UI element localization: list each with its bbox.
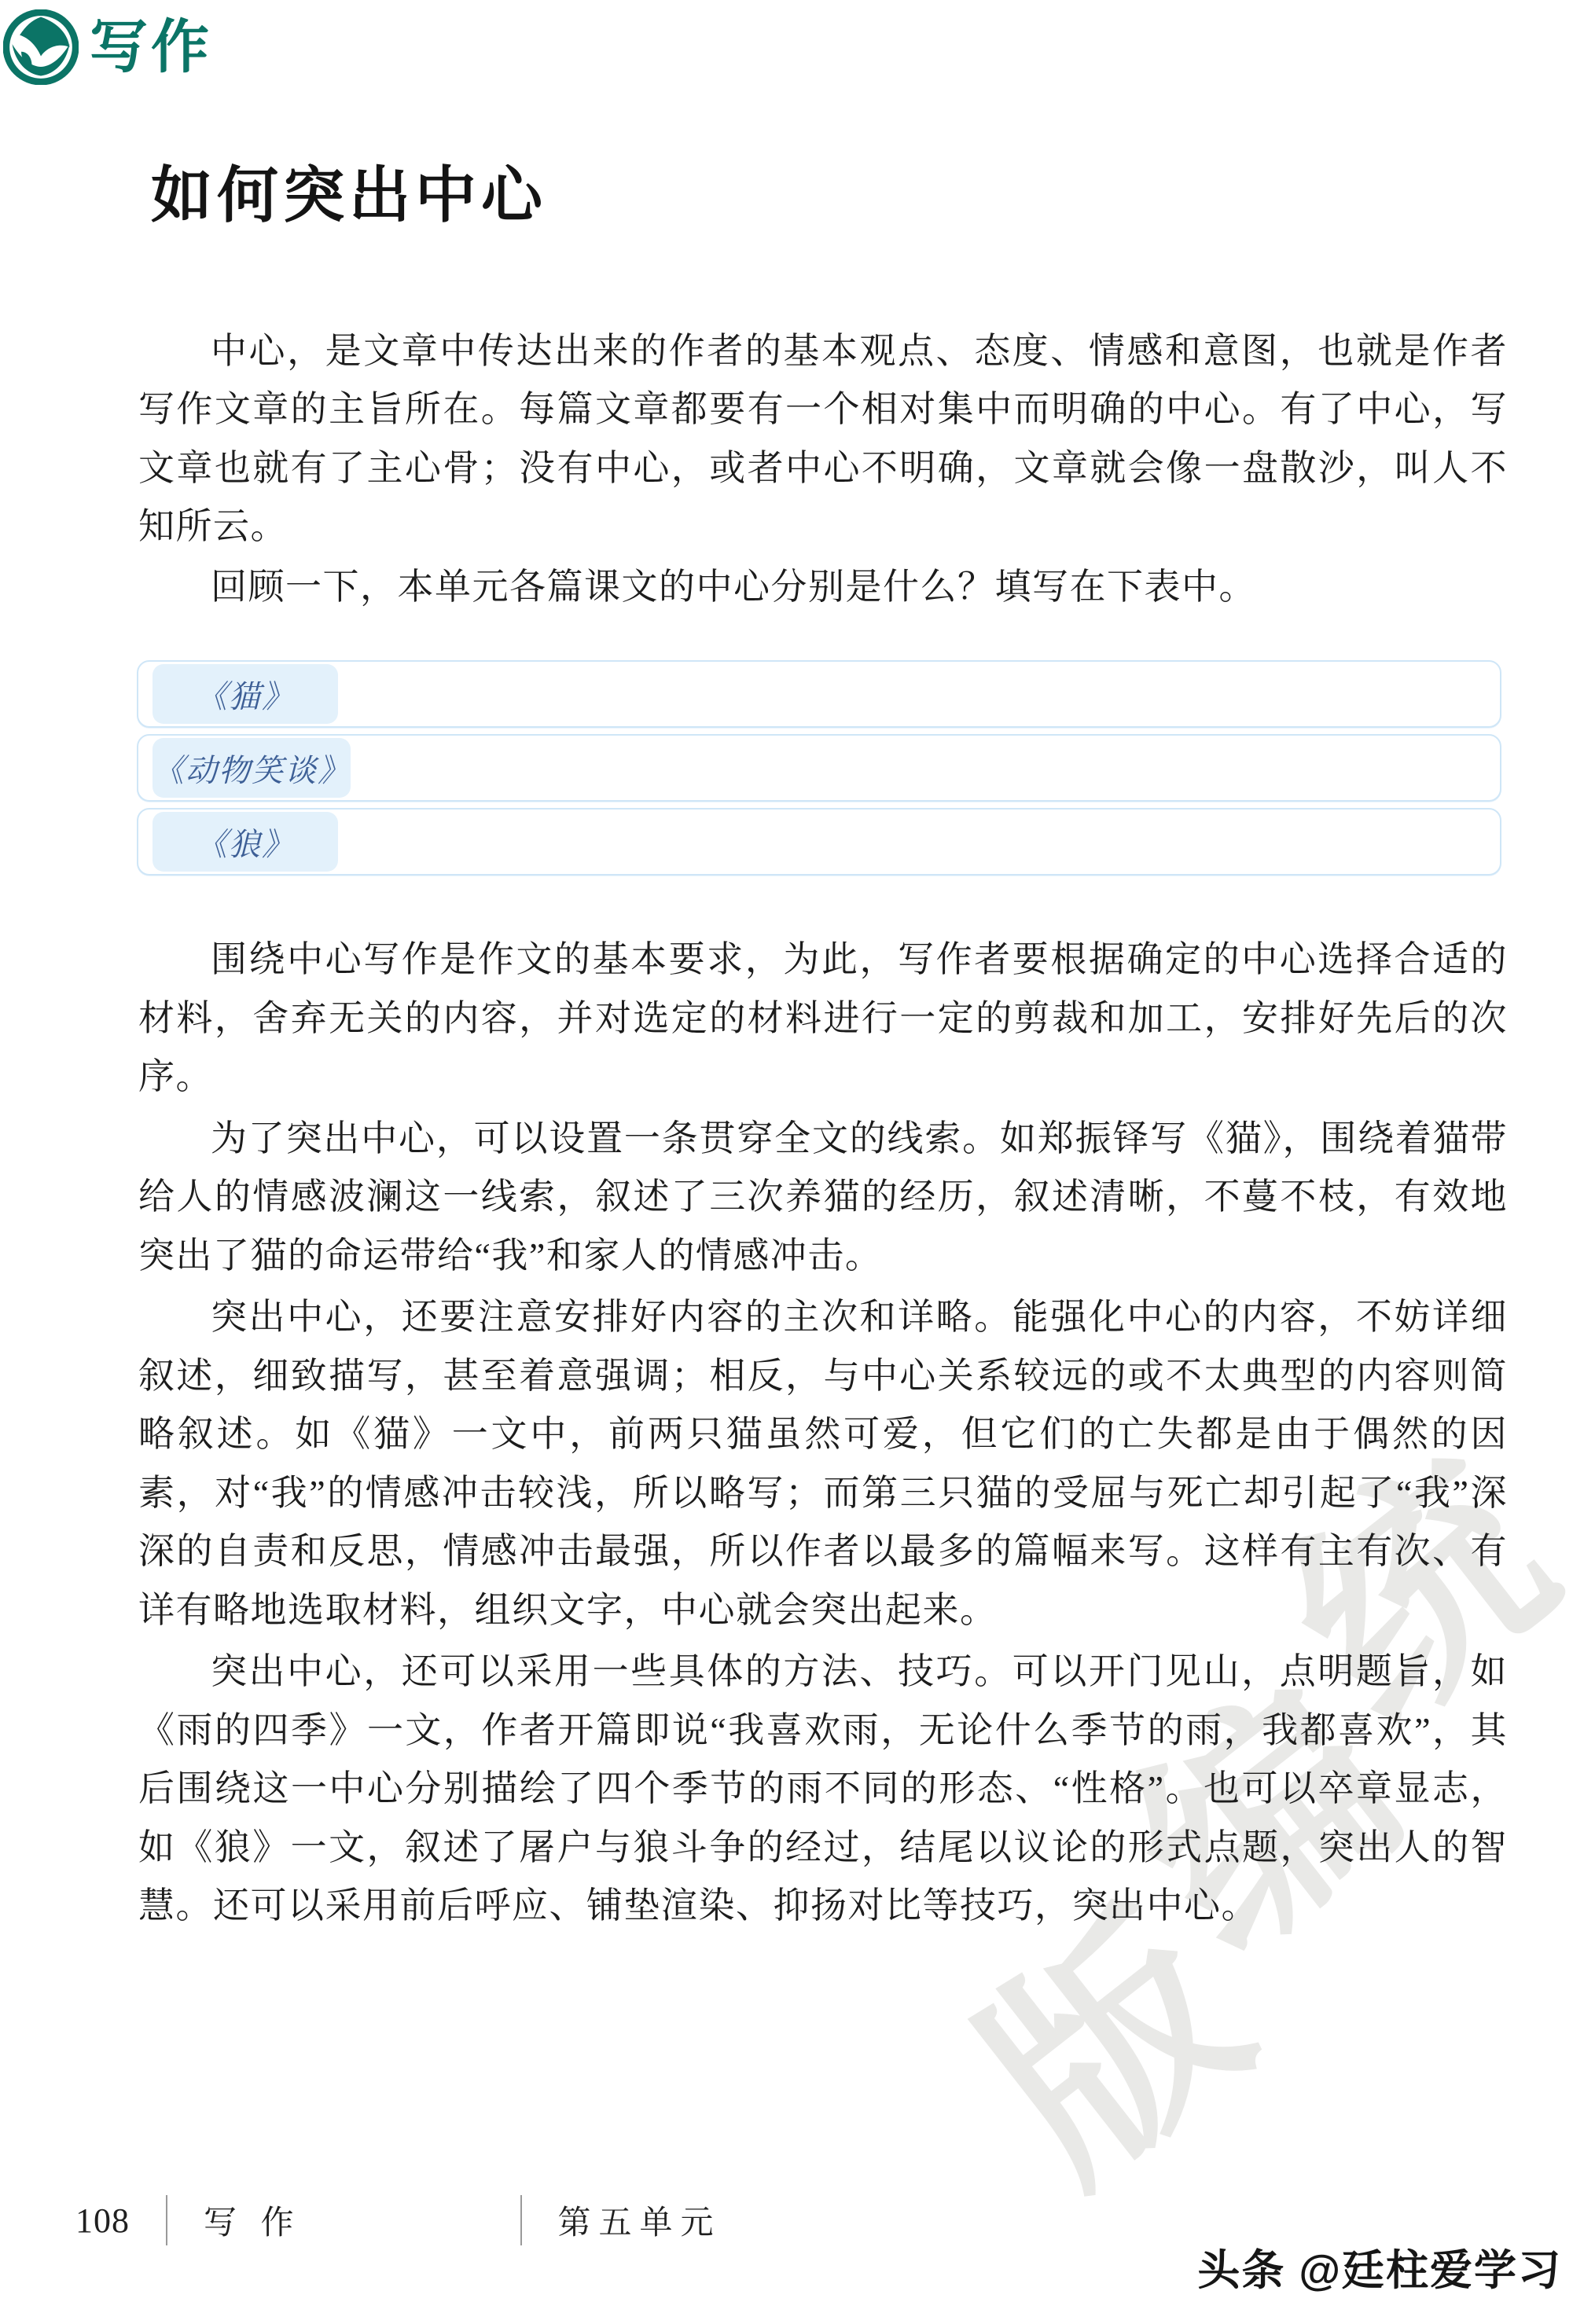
intro-paragraph: 中心，是文章中传达出来的作者的基本观点、态度、情感和意图，也就是作者写作文章的主旨所在。每篇文章都要有一个相对集中而明确的中心。有了中心，写文章也就有了主心骨；没有中心，或者中心不明确，文章就会像一盘散沙，叫人不知所云。 xyxy=(138,330,1508,547)
page-header xyxy=(0,0,1595,94)
table-row-answer-field[interactable] xyxy=(338,662,1500,726)
table-row-answer-field[interactable] xyxy=(338,810,1500,874)
body-paragraph: 突出中心，还可以采用一些具体的方法、技巧。可以开门见山，点明题旨，如《雨的四季》一文，作者开篇即说“我喜欢雨，无论什么季节的雨，我都喜欢”，其后围绕这一中心分别描绘了四个季节的雨不同的形态、“性格”。也可以卒章显志，如《狼》一文，叙述了屠户与狼斗争的经过，结尾以议论的形式点题，突出人的智慧。还可以采用前后呼应、铺垫渲染、抑扬对比等技巧，突出中心。 xyxy=(138,1651,1508,1926)
header-title: 写作 xyxy=(90,14,212,79)
attribution-watermark: 头条 @廷柱爱学习 xyxy=(1197,2247,1562,2294)
footer-section-label: 写 作 xyxy=(204,2205,302,2241)
body-paragraph: 围绕中心写作是作文的基本要求，为此，写作者要根据确定的中心选择合适的材料，舍弃无关的内容，并对选定的材料进行一定的剪裁和加工，安排好先后的次序。 xyxy=(138,939,1508,1097)
table-row-label: 《猫》 xyxy=(153,664,338,724)
page-number: 108 xyxy=(75,2201,130,2240)
body-paragraph: 为了突出中心，可以设置一条贯穿全文的线索。如郑振铎写《猫》，围绕着猫带给人的情感波澜这一线索，叙述了三次养猫的经历，叙述清晰，不蔓不枝，有效地突出了猫的命运带给“我”和家人的情感冲击。 xyxy=(138,1118,1508,1276)
table-row[interactable] xyxy=(137,734,1501,802)
body-block xyxy=(75,931,1522,1936)
table-row-label: 《动物笑谈》 xyxy=(153,738,351,798)
table-row-label: 《狼》 xyxy=(153,812,338,872)
intro-paragraph: 回顾一下，本单元各篇课文的中心分别是什么？填写在下表中。 xyxy=(211,566,1256,607)
watermark-char: 编 xyxy=(1095,1645,1442,1997)
body-paragraph: 突出中心，还要注意安排好内容的主次和详略。能强化中心的内容，不妨详细叙述，细致描写，甚至着意强调；相反，与中心关系较远的或不太典型的内容则简略叙述。如《猫》一文中，前两只猫虽然可爱，但它们的亡失都是由于偶然的因素，对“我”的情感冲击较浅，所以略写；而第三只猫的受屈与死亡却引起了“我”深深的自责和反思，情感冲击最强，所以作者以最多的篇幅来写。这样有主有次、有详有略地选取材料，组织文字，中心就会突出起来。 xyxy=(138,1297,1508,1630)
page-title: 如何突出中心 xyxy=(151,161,548,229)
table-row-answer-field[interactable] xyxy=(351,736,1500,800)
watermark-char: 统 xyxy=(1248,1417,1595,1769)
footer-divider xyxy=(166,2195,167,2245)
fill-in-table[interactable] xyxy=(75,660,1522,876)
book-leaf-circle-icon xyxy=(3,9,79,85)
footer-divider xyxy=(520,2195,522,2245)
intro-block xyxy=(75,322,1522,617)
page-content xyxy=(75,141,1522,1936)
watermark-char: 版 xyxy=(942,1873,1289,2225)
table-row[interactable] xyxy=(137,660,1501,728)
footer-unit-label: 第五单元 xyxy=(557,2205,722,2241)
table-row[interactable] xyxy=(137,808,1501,876)
page-footer xyxy=(75,2195,1333,2245)
